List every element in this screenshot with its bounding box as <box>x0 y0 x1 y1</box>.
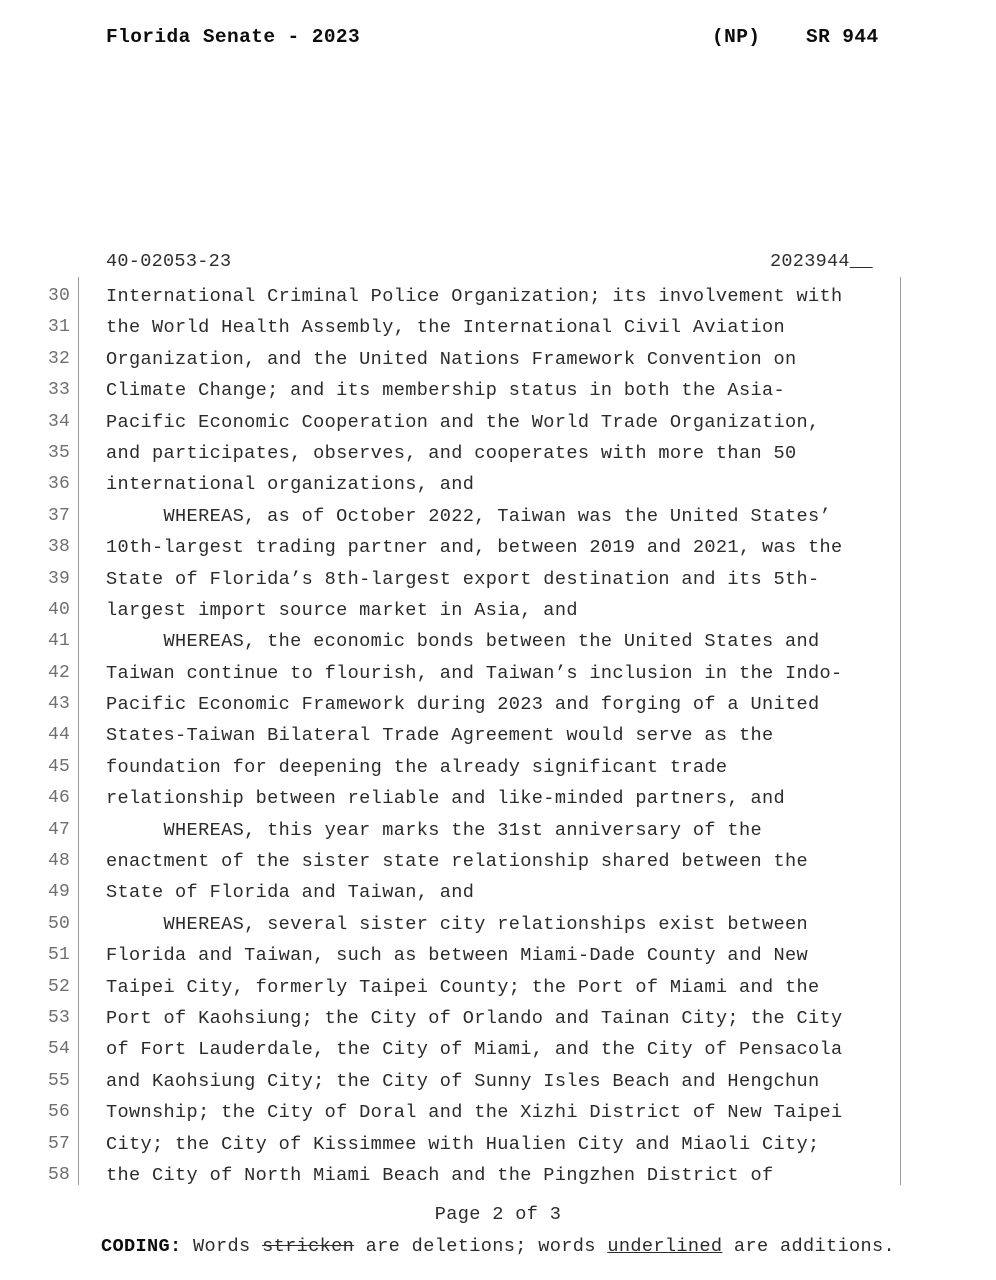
line-number: 46 <box>47 788 70 809</box>
line-number: 34 <box>47 411 70 432</box>
line-text: the City of North Miami Beach and the Pingzhen District of <box>106 1164 774 1186</box>
coding-underlined-sample: underlined <box>607 1236 723 1257</box>
line-text: the World Health Assembly, the International Civil Aviation <box>106 317 785 339</box>
text-line-row <box>0 375 996 406</box>
line-number: 52 <box>47 976 70 997</box>
chamber-session-title: Florida Senate - 2023 <box>106 26 361 48</box>
line-number: 47 <box>47 819 70 840</box>
text-line-row <box>0 720 996 751</box>
line-number: 44 <box>47 725 70 746</box>
filing-number-value: 2023944 <box>770 251 850 272</box>
line-text: enactment of the sister state relationship shared between the <box>106 851 808 873</box>
line-text: International Criminal Police Organization; its involvement with <box>106 286 843 307</box>
line-number: 49 <box>47 882 70 903</box>
line-text: WHEREAS, this year marks the 31st anniversary of the <box>106 819 762 841</box>
line-text: City; the City of Kissimmee with Hualien City and Miaoli City; <box>106 1133 820 1155</box>
text-line-row <box>0 783 996 814</box>
line-number: 54 <box>47 1039 70 1060</box>
draft-number: 40-02053-23 <box>106 251 232 272</box>
line-text: international organizations, and <box>106 474 475 496</box>
text-line-row <box>0 626 996 657</box>
numbered-text-body <box>0 281 996 1191</box>
text-line-row <box>0 438 996 469</box>
coding-legend <box>0 1236 996 1257</box>
line-number: 30 <box>47 286 70 306</box>
text-line-row <box>0 532 996 563</box>
line-text: Taiwan continue to flourish, and Taiwan’s inclusion in the Indo- <box>106 662 843 684</box>
text-line-row <box>0 815 996 846</box>
line-text: State of Florida and Taiwan, and <box>106 882 475 904</box>
text-line-row <box>0 501 996 532</box>
text-line-row <box>0 1160 996 1191</box>
line-text: State of Florida’s 8th-largest export destination and its 5th- <box>106 568 820 590</box>
line-number: 51 <box>47 945 70 966</box>
text-line-row <box>0 1129 996 1160</box>
line-number: 50 <box>47 913 70 934</box>
line-number: 43 <box>47 694 70 715</box>
text-line-row <box>0 972 996 1003</box>
line-number: 58 <box>47 1164 70 1185</box>
text-line-row <box>0 846 996 877</box>
line-number: 36 <box>47 474 70 495</box>
line-number: 32 <box>47 348 70 369</box>
line-number: 40 <box>47 599 70 620</box>
text-line-row <box>0 344 996 375</box>
line-number: 57 <box>47 1133 70 1154</box>
line-text: Organization, and the United Nations Framework Convention on <box>106 348 797 370</box>
line-number: 33 <box>47 380 70 401</box>
line-number: 31 <box>47 317 70 338</box>
filing-number <box>770 251 873 272</box>
line-text: largest import source market in Asia, and <box>106 599 578 621</box>
coding-segment-two: are deletions; words <box>354 1236 608 1257</box>
text-line-row <box>0 564 996 595</box>
line-text: relationship between reliable and like-minded partners, and <box>106 788 785 810</box>
line-text: Taipei City, formerly Taipei County; the Port of Miami and the <box>106 976 820 998</box>
line-text: foundation for deepening the already significant trade <box>106 756 728 778</box>
line-text: 10th-largest trading partner and, between 2019 and 2021, was the <box>106 537 843 559</box>
filing-number-blank: __ <box>849 251 873 272</box>
page-number-label: Page 2 of 3 <box>434 1204 562 1225</box>
text-line-row <box>0 312 996 343</box>
text-line-row <box>0 469 996 500</box>
coding-legend-label: CODING: <box>100 1236 182 1257</box>
text-line-row <box>0 1003 996 1034</box>
line-number: 38 <box>47 537 70 558</box>
draft-and-filing-number-row <box>0 251 996 275</box>
coding-stricken-sample: stricken <box>262 1236 355 1257</box>
line-number: 48 <box>47 851 70 872</box>
line-text: WHEREAS, as of October 2022, Taiwan was the United States’ <box>106 505 832 527</box>
bill-designation-label: (NP) <box>712 26 761 48</box>
text-line-row <box>0 752 996 783</box>
line-number: 37 <box>47 505 70 526</box>
line-number: 45 <box>47 756 70 777</box>
line-text: Florida and Taiwan, such as between Miami-Dade County and New <box>106 945 808 967</box>
line-text: Pacific Economic Framework during 2023 and forging of a United <box>106 694 820 716</box>
line-text: Climate Change; and its membership status in both the Asia- <box>106 380 785 402</box>
text-line-row <box>0 281 996 312</box>
coding-segment-three: are additions. <box>722 1236 896 1257</box>
text-line-row <box>0 658 996 689</box>
line-number: 56 <box>47 1102 70 1123</box>
text-line-row <box>0 689 996 720</box>
line-text: Pacific Economic Cooperation and the World Trade Organization, <box>106 411 820 433</box>
line-number: 41 <box>47 631 70 652</box>
line-text: WHEREAS, the economic bonds between the United States and <box>106 631 820 653</box>
text-line-row <box>0 595 996 626</box>
line-number: 42 <box>47 662 70 683</box>
line-number: 39 <box>47 568 70 589</box>
line-number: 53 <box>47 1007 70 1028</box>
text-line-row <box>0 407 996 438</box>
text-line-row <box>0 1066 996 1097</box>
text-line-row <box>0 877 996 908</box>
text-line-row <box>0 1034 996 1065</box>
line-text: and participates, observes, and cooperates with more than 50 <box>106 442 797 464</box>
text-line-row <box>0 1097 996 1128</box>
text-line-row <box>0 940 996 971</box>
line-text: States-Taiwan Bilateral Trade Agreement would serve as the <box>106 725 774 747</box>
document-header <box>0 26 996 52</box>
line-text: Port of Kaohsiung; the City of Orlando and Tainan City; the City <box>106 1007 843 1029</box>
line-number: 35 <box>47 442 70 463</box>
line-text: Township; the City of Doral and the Xizhi District of New Taipei <box>106 1102 843 1124</box>
text-line-row <box>0 909 996 940</box>
coding-segment-one: Words <box>181 1236 263 1257</box>
line-text: WHEREAS, several sister city relationships exist between <box>106 913 808 935</box>
bill-identifier-label: SR 944 <box>806 26 879 48</box>
line-text: of Fort Lauderdale, the City of Miami, and the City of Pensacola <box>106 1039 843 1061</box>
line-number: 55 <box>47 1070 70 1091</box>
line-text: and Kaohsiung City; the City of Sunny Isles Beach and Hengchun <box>106 1070 820 1092</box>
